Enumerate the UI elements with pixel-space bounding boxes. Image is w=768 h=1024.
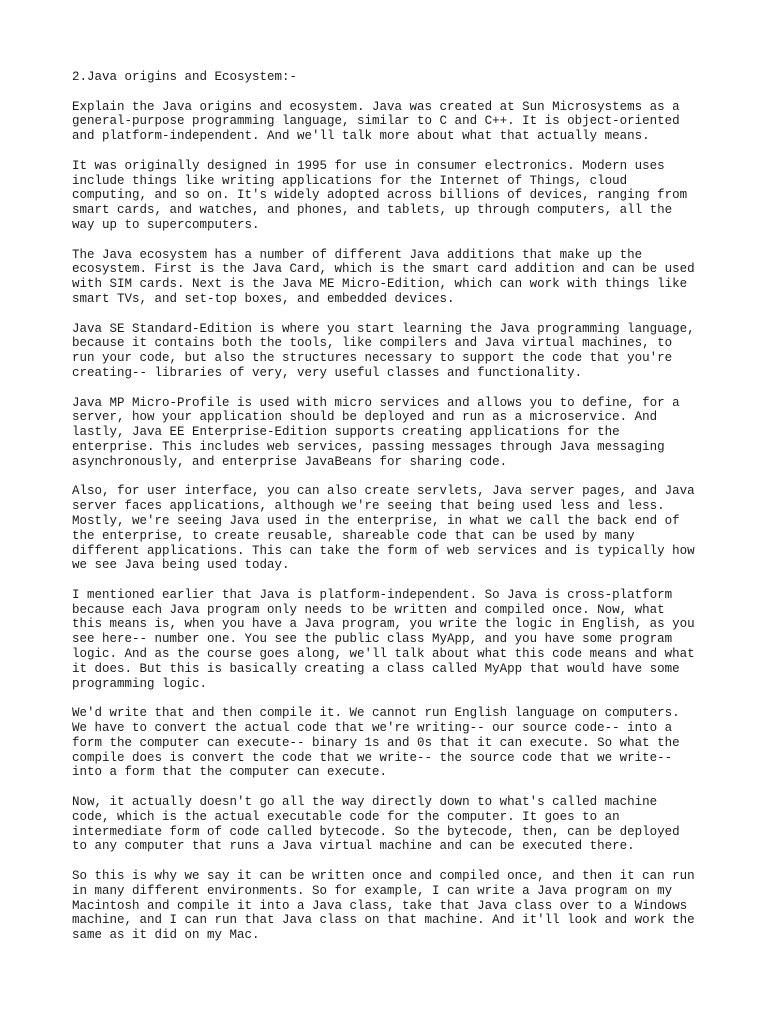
paragraph-java-mp-ee: Java MP Micro-Profile is used with micro services and allows you to define, for a server, how your application should be deployed and run as a microservice. And lastly, Java EE Enterprise-Edition supports creating applications for the enterprise. This includes web services, passing messages through Java messaging asynchronously, and enterprise JavaBeans for sharing code. [72,395,680,469]
document-page [72,70,702,958]
paragraph-java-se: Java SE Standard-Edition is where you start learning the Java programming language, because it contains both the tools, like compilers and Java virtual machines, to run your code, but also the structures necessary to support the code that you're creating-- libraries of very, very useful classes and functionality. [72,321,695,380]
paragraph-user-interface: Also, for user interface, you can also create servlets, Java server pages, and Java server faces applications, although we're seeing that being used less and less. Mostly, we're seeing Java used in the enterprise, in what we call the back end of the enterprise, to create reusable, shareable code that can be used by many different applications. This can take the form of web services and is typically how we see Java being used today. [72,484,695,573]
section-heading: 2.Java origins and Ecosystem:- [72,70,298,84]
paragraph-write-once-run-anywhere: So this is why we say it can be written once and compiled once, and then it can run in many different environments. So for example, I can write a Java program on my Macintosh and compile it into a Java class, take that Java class over to a Windows machine, and I can run that Java class on that machine. And it'll look and work the same as it did on my Mac. [72,869,695,943]
paragraph-bytecode: Now, it actually doesn't go all the way directly down to what's called machine code, which is the actual executable code for the computer. It goes to an intermediate form of code called bytecode. So the bytecode, then, can be deployed to any computer that runs a Java virtual machine and can be executed there. [72,795,680,854]
paragraph-compilation: We'd write that and then compile it. We cannot run English language on computers. We have to convert the actual code that we're writing-- our source code-- into a form the computer can execute-- binary 1s and 0s that it can execute. So what the compile does is convert the code that we write-- the source code that we write-- into a form that the computer can execute. [72,706,680,780]
paragraph-platform-independence: I mentioned earlier that Java is platform-independent. So Java is cross-platform because each Java program only needs to be written and compiled once. Now, what this means is, when you have a Java program, you write the logic in English, as you see here-- number one. You see the public class MyApp, and you have some program logic. And as the course goes along, we'll talk about what this code means and what it does. But this is basically creating a class called MyApp that would have some programming logic. [72,587,695,691]
paragraph-design-history: It was originally designed in 1995 for use in consumer electronics. Modern uses include things like writing applications for the Internet of Things, cloud computing, and so on. It's widely adopted across billions of devices, ranging from smart cards, and watches, and phones, and tablets, up through computers, all the way up to supercomputers. [72,158,688,232]
paragraph-java-origins: Explain the Java origins and ecosystem. Java was created at Sun Microsystems as a general-purpose programming language, similar to C and C++. It is object-oriented and platform-independent. And we'll talk more about what that actually means. [72,99,680,144]
paragraph-ecosystem-editions: The Java ecosystem has a number of different Java additions that make up the ecosystem. First is the Java Card, which is the smart card addition and can be used with SIM cards. Next is the Java ME Micro-Edition, which can work with things like smart TVs, and set-top boxes, and embedded devices. [72,247,695,306]
